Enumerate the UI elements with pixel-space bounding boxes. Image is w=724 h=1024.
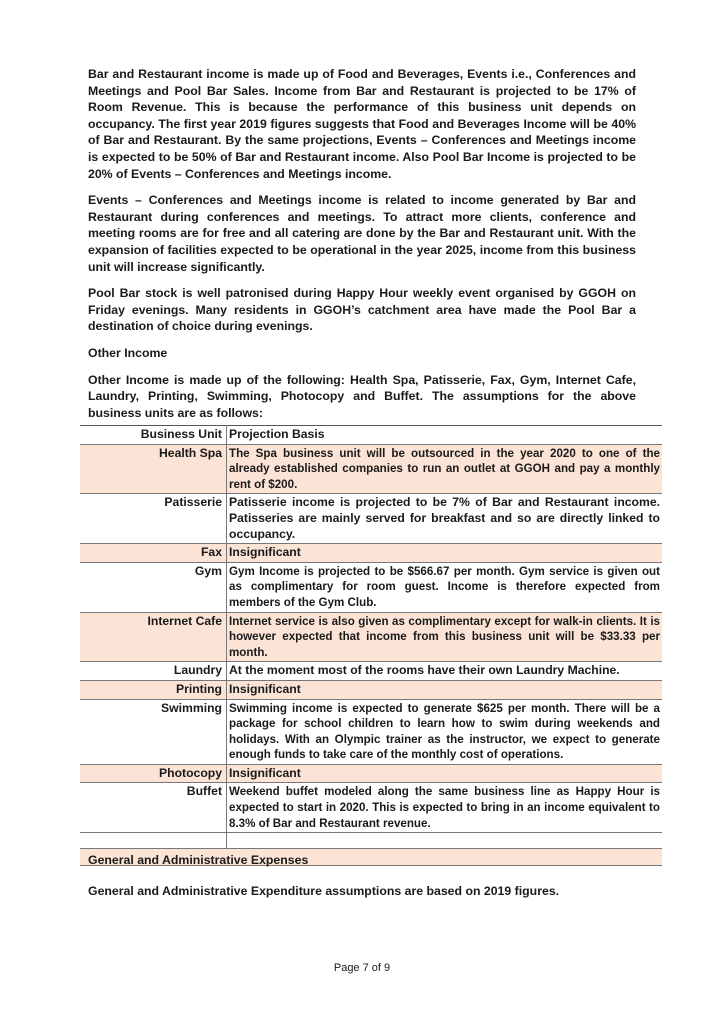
- ga-paragraph: General and Administrative Expenditure assumptions are based on 2019 figures.: [88, 883, 560, 898]
- row-basis: Patisserie income is projected to be 7% of Bar and Restaurant income. Patisseries are mainly served for breakfast and so are directly linked to occupancy.: [227, 494, 663, 544]
- other-income-paragraph: Other Income is made up of the following: Health Spa, Patisserie, Fax, Gym, Internet Cafe, Laundry, Printing, Swimming, Photocopy and Buffet. The assumptions for the above business units are as follows:: [88, 372, 636, 420]
- table-row: [80, 544, 662, 563]
- table-row: [80, 680, 662, 699]
- ga-section: [88, 852, 636, 909]
- table-row: [80, 494, 662, 544]
- header-business-unit: Business Unit: [140, 427, 222, 441]
- row-basis: Insignificant: [227, 764, 663, 783]
- table-row: [80, 699, 662, 764]
- other-income-heading: Other Income: [88, 345, 168, 360]
- table-row: [80, 562, 662, 612]
- table-row: [80, 764, 662, 783]
- row-basis: At the moment most of the rooms have their own Laundry Machine.: [227, 662, 663, 681]
- projection-table: [80, 425, 662, 866]
- row-unit: Health Spa: [80, 444, 227, 494]
- row-basis: Insignificant: [227, 544, 663, 563]
- row-unit: Photocopy: [80, 764, 227, 783]
- table-header-row: [80, 426, 662, 445]
- ga-heading: General and Administrative Expenses: [88, 853, 309, 867]
- page-number: Page 7 of 9: [333, 962, 391, 974]
- table-row: [80, 783, 662, 833]
- row-basis: Gym Income is projected to be $566.67 per month. Gym service is given out as complimentary for room guest. Income is therefore expected from members of the Gym Club.: [227, 562, 663, 612]
- row-basis: Internet service is also given as complimentary except for walk-in clients. It is however expected that income from this business unit will be $33.33 per month.: [227, 612, 663, 662]
- row-unit: Buffet: [186, 784, 222, 799]
- row-unit: Fax: [80, 544, 227, 563]
- row-basis: Weekend buffet modeled along the same business line as Happy Hour is expected to start in 2020. This is expected to bring in an income equivalent to 8.3% of Bar and Restaurant revenue.: [227, 783, 663, 833]
- row-unit: Patisserie: [164, 495, 222, 510]
- table-row: [80, 662, 662, 681]
- row-unit: Gym: [194, 563, 222, 578]
- events-paragraph: Events – Conferences and Meetings income is related to income generated by Bar and Restaurant during conferences and meetings. To attract more clients, conference and meeting rooms are for free and all catering are done by the Bar and Restaurant unit. With the expansion of facilities expected to be operational in the year 2025, income from this business unit will increase significantly.: [88, 193, 636, 274]
- row-basis: Insignificant: [227, 680, 663, 699]
- row-unit: Swimming: [161, 700, 222, 715]
- row-basis: The Spa business unit will be outsourced in the year 2020 to one of the already established companies to run an outlet at GGOH and pay a monthly rent of $200.: [227, 444, 663, 494]
- document-body: [88, 66, 636, 431]
- row-unit: Internet Cafe: [80, 612, 227, 662]
- row-unit: Printing: [80, 680, 227, 699]
- pool-bar-paragraph: Pool Bar stock is well patronised during Happy Hour weekly event organised by GGOH on Friday evenings. Many residents in GGOH’s catchment area have made the Pool Bar a destination of choice during evenings.: [88, 286, 636, 334]
- table-row: [80, 612, 662, 662]
- row-basis: Swimming income is expected to generate $625 per month. There will be a package for school children to learn how to swim during weekends and holidays. With an Olympic trainer as the instructor, we expect to generate enough funds to take care of the monthly cost of operations.: [227, 699, 663, 764]
- bar-restaurant-paragraph: Bar and Restaurant income is made up of Food and Beverages, Events i.e., Conferences and Meetings and Pool Bar Sales. Income from Bar and Restaurant is projected to be 17% of Room Revenue. This is because the performance of this business unit depends on occupancy. The first year 2019 figures suggests that Food and Beverages Income will be 40% of Bar and Restaurant. By the same projections, Events – Conferences and Meetings income is expected to be 50% of Bar and Restaurant income. Also Pool Bar Income is projected to be 20% of Events – Conferences and Meetings income.: [88, 67, 636, 181]
- row-unit: Laundry: [173, 663, 222, 678]
- header-projection-basis: Projection Basis: [227, 426, 663, 445]
- table-row: [80, 444, 662, 494]
- table-spacer-row: [80, 833, 662, 849]
